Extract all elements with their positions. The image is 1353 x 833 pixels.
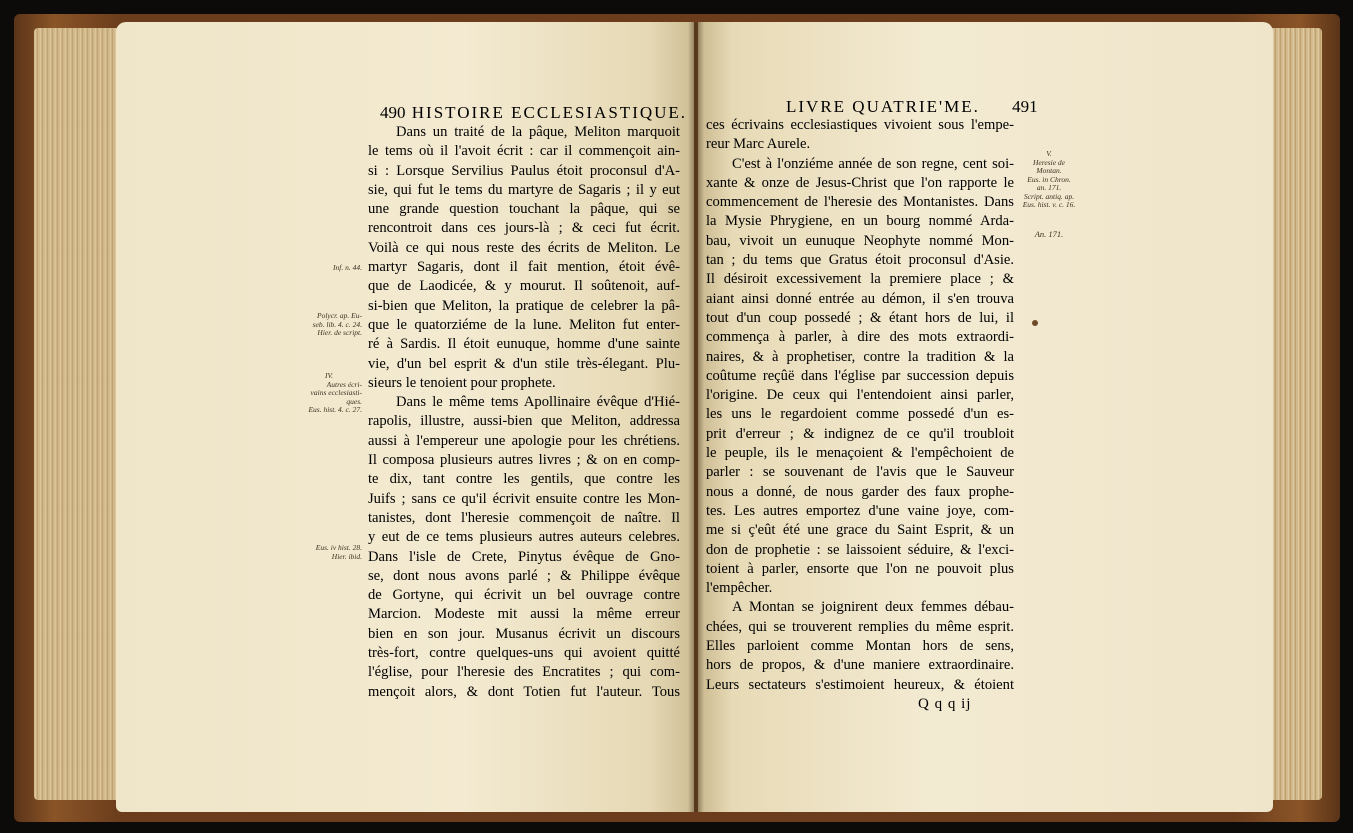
text-line: la Mysie Phrygiene, en un bourg nommé Arda- [706, 213, 1014, 230]
text-line: y eut de ce tems plusieurs autres auteurs celebres. [368, 529, 680, 546]
right-running-head [786, 97, 1038, 117]
text-line: si : Lorsque Servilius Paulus étoit proconsul d'A- [368, 162, 680, 179]
text-line: xante & onze de Jesus-Christ que l'on rapporte le [706, 174, 1014, 191]
text-line: toient à parler, ensorte que l'on ne pouvoit plus [706, 560, 1014, 577]
text-line: si-bien que Meliton, la pratique de celebrer la pâ- [368, 297, 680, 314]
margin-note-line: Hier. de script. [317, 328, 362, 337]
right-running-title: LIVRE QUATRIE'ME. [786, 97, 980, 116]
text-line: Leurs sectateurs s'estimoient heureux, & étoient [706, 676, 1014, 693]
text-line: Voilà ce qui nous reste des écrits de Meliton. Le [368, 239, 680, 256]
margin-note-line: Montan. [1036, 166, 1062, 175]
text-line: très-fort, contre quelques-uns qui avoient quitté [368, 645, 680, 662]
text-line: rencontroit dans ces jours-là ; & ceci fut écrit. [368, 220, 680, 237]
text-line: parler : se souvenant de l'avis que le Sauveur [706, 464, 1014, 481]
text-line: Marcion. Modeste mit aussi la même erreur [368, 606, 680, 623]
margin-note [296, 264, 362, 273]
margin-note [1016, 230, 1082, 239]
text-line: mençoit alors, & dont Totien fut l'auteur. Tous [368, 683, 680, 700]
text-line: bau, vivoit un eunuque Neophyte nommé Mon- [706, 232, 1014, 249]
text-line: chées, qui se trouverent remplies du même esprit. [706, 618, 1014, 635]
text-line: le peuple, ils le menaçoient & l'empêchoient de [706, 445, 1014, 462]
left-body-text [368, 123, 680, 702]
text-line: reur Marc Aurele. [706, 136, 811, 153]
margin-note [296, 312, 362, 338]
text-line: l'empêcher. [706, 580, 773, 597]
margin-note-line: Eus. hist. v. c. 16. [1022, 200, 1076, 209]
margin-note [296, 372, 362, 415]
margin-note-line: An. 171. [1034, 229, 1064, 239]
text-line: de Gortyne, qui écrivit un bel ouvrage contre [368, 587, 680, 604]
text-line: tan ; du tems que Gratus étoit proconsul d'Asie. [706, 252, 1014, 269]
margin-note-line: Heresie de [1033, 157, 1065, 167]
text-line: se, dont nous avons parlé ; & Philippe évêque [368, 567, 680, 584]
text-line: tanistes, dont l'heresie commençoit de naître. Il [368, 509, 680, 526]
text-line: que de Laodicée, & y mourut. Il soûtenoit, auf- [368, 278, 680, 295]
text-line: commencement de l'heresie des Montanistes. Dans [706, 194, 1014, 211]
text-line: l'origine. De ceux qui l'entendoient ainsi parler, [706, 387, 1014, 404]
text-line: le tems où il l'avoit écrit : car il commençoit ain- [368, 143, 680, 160]
book-gutter [688, 22, 704, 812]
signature-mark: Q q q ij [918, 696, 972, 712]
margin-note-line: Eus. iv hist. 28. [315, 543, 362, 552]
text-line: sie, qui fut le tems du martyre de Sagaris ; il y eut [368, 181, 680, 198]
left-running-head [380, 103, 687, 123]
margin-note-line: V. [1046, 149, 1052, 158]
text-line: l'église, pour l'heresie des Encratites ; qui com- [368, 664, 680, 681]
text-line: Dans un traité de la pâque, Meliton marquoit [396, 124, 680, 140]
text-line: me si ç'eût été une grace du Saint Esprit, & un [706, 522, 1014, 539]
right-body-text [706, 116, 1014, 695]
left-page-number: 490 [380, 103, 406, 122]
text-line: aussi à l'empereur une apologie pour les chrétiens. [368, 432, 680, 449]
text-line: ré à Sardis. Il étoit eunuque, homme d'une sainte [368, 336, 680, 353]
margin-note-line: ques. [346, 396, 362, 406]
margin-note-line: Hier. ibid. [331, 551, 362, 561]
text-line: A Montan se joignirent deux femmes débau- [732, 599, 1014, 616]
text-line: naires, & à prophetiser, contre la tradition & la [706, 348, 1014, 365]
margin-note-line: IV. [325, 371, 333, 380]
text-line: coûtume reçûë dans l'église par succession depuis [706, 367, 1014, 384]
text-line: vie, d'un bel esprit & d'un stile très-élegant. Plu- [368, 355, 680, 372]
text-line: Elles parloient comme Montan hors de sens, [706, 638, 1014, 655]
margin-note-line: Polycr. ap. Eu- [317, 311, 362, 320]
margin-note-line: Eus. hist. 4. c. 27. [308, 405, 362, 414]
text-line: prit d'erreur ; & indignez de ce qu'il troubloit [706, 425, 1014, 442]
margin-note-line: seb. lib. 4. c. 24. [312, 319, 362, 329]
text-line: nous a donné, de nous garder des faux prophe- [706, 483, 1014, 500]
left-running-title: HISTOIRE ECCLESIASTIQUE. [411, 103, 688, 122]
ink-spot [1032, 320, 1038, 326]
text-line: ces écrivains ecclesiastiques vivoient sous l'empe- [706, 117, 1014, 133]
margin-note-line: an. 171. [1036, 183, 1062, 192]
text-line: C'est à l'onziéme année de son regne, cent soi- [732, 155, 1014, 172]
text-line: bien en son jour. Musanus écrivit un discours [368, 625, 680, 642]
text-line: commença à parler, à dire des mots extraordi- [706, 329, 1014, 346]
margin-note [296, 544, 362, 561]
text-line: tout d'un coup possedé ; & étant hors de lui, il [706, 309, 1014, 326]
text-line: une grande question touchant la pâque, qui se [368, 201, 680, 218]
text-line: Il désiroit excessivement la premiere place ; & [706, 271, 1014, 288]
margin-note-line: Script. antiq. ap. [1023, 191, 1075, 201]
text-line: les uns le regardoient comme possedé d'un es- [706, 406, 1014, 423]
text-line: rapolis, illustre, aussi-bien que Meliton, addressa [368, 413, 680, 430]
text-line: don de prophetie : se laissoient séduire, & l'exci- [706, 541, 1014, 558]
text-line: aiant ainsi donné entrée au démon, il s'en trouva [706, 290, 1014, 307]
margin-note-line: Inf. n. 44. [333, 263, 362, 272]
text-line: Juifs ; sans ce qu'il écrivit ensuite contre les Mon- [368, 490, 680, 507]
text-line: tes. Les autres emportez d'une vaine joye, com- [706, 502, 1014, 519]
text-line: que le quatorziéme de la lune. Meliton fut enter- [368, 316, 680, 333]
margin-note [1016, 150, 1082, 210]
text-line: Dans l'isle de Crete, Pinytus évêque de Gno- [368, 548, 680, 565]
text-line: te dix, tant contre les gentils, que contre les [368, 471, 680, 488]
margin-note-line: Autres écri- [326, 379, 362, 389]
margin-note-line: Eus. in Chron. [1027, 174, 1071, 184]
text-line: Dans le même tems Apollinaire évêque d'Hié- [396, 394, 680, 411]
right-page-number: 491 [1012, 97, 1038, 116]
text-line: sieurs le tenoient pour prophete. [368, 374, 556, 391]
margin-note-line: vains ecclesiasti- [310, 388, 362, 397]
text-line: Il composa plusieurs autres livres ; & on en comp- [368, 452, 680, 469]
text-line: martyr Sagaris, dont il fait mention, étoit évê- [368, 259, 680, 276]
text-line: hors de propos, & d'une maniere extraordinaire. [706, 657, 1014, 674]
